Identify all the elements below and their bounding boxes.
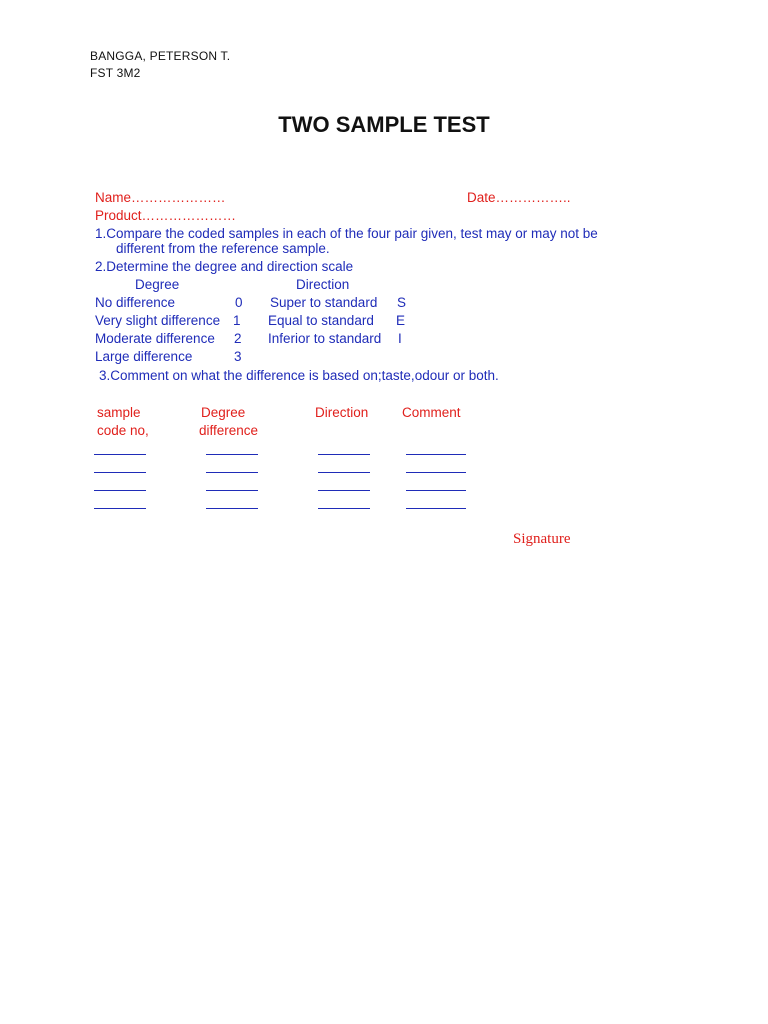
answer-line [206, 508, 258, 509]
answer-line [406, 490, 466, 491]
scale-row-value: 3 [234, 349, 242, 364]
scale-row-code: I [398, 331, 402, 346]
answer-line [206, 454, 258, 455]
answer-line [318, 472, 370, 473]
scale-row-direction: Super to standard [270, 295, 378, 310]
date-field-label: Date…………….. [467, 190, 571, 205]
answer-line [318, 454, 370, 455]
answer-line [406, 454, 466, 455]
answer-line [406, 508, 466, 509]
table-header-sample: sample [97, 405, 141, 420]
scale-row-direction: Inferior to standard [268, 331, 382, 346]
answer-line [406, 472, 466, 473]
instruction-1-line-1: 1.Compare the coded samples in each of the four pair given, test may or may not be [95, 226, 598, 241]
instruction-2: 2.Determine the degree and direction scale [95, 259, 354, 274]
answer-line [94, 490, 146, 491]
scale-row-value: 1 [233, 313, 241, 328]
table-header-difference: difference [199, 423, 259, 438]
scale-row-code: E [396, 313, 406, 328]
page-title: TWO SAMPLE TEST [278, 112, 490, 137]
student-section: FST 3M2 [90, 66, 141, 80]
signature-label: Signature [513, 531, 571, 547]
product-field-label: Product………………… [95, 208, 237, 223]
scale-row-value: 0 [235, 295, 243, 310]
answer-line [318, 490, 370, 491]
name-field-label: Name………………… [95, 190, 226, 205]
answer-line [318, 508, 370, 509]
table-header-degree: Degree [201, 405, 246, 420]
answer-line [94, 454, 146, 455]
answer-line [206, 472, 258, 473]
answer-line [94, 472, 146, 473]
answer-line [206, 490, 258, 491]
scale-row-degree: Large difference [95, 349, 193, 364]
scale-row-code: S [397, 295, 407, 310]
table-header-code-no: code no, [97, 423, 149, 438]
instruction-1-line-2: different from the reference sample. [116, 241, 330, 256]
scale-direction-header: Direction [296, 277, 350, 292]
scale-row-value: 2 [234, 331, 242, 346]
answer-line [94, 508, 146, 509]
student-name: BANGGA, PETERSON T. [90, 49, 231, 63]
instruction-3: 3.Comment on what the difference is based on;taste,odour or both. [99, 368, 499, 383]
scale-row-degree: No difference [95, 295, 176, 310]
scale-row-degree: Moderate difference [95, 331, 215, 346]
scale-row-degree: Very slight difference [95, 313, 221, 328]
table-header-comment: Comment [402, 405, 461, 420]
table-header-direction: Direction [315, 405, 369, 420]
scale-degree-header: Degree [135, 277, 180, 292]
scale-row-direction: Equal to standard [268, 313, 374, 328]
